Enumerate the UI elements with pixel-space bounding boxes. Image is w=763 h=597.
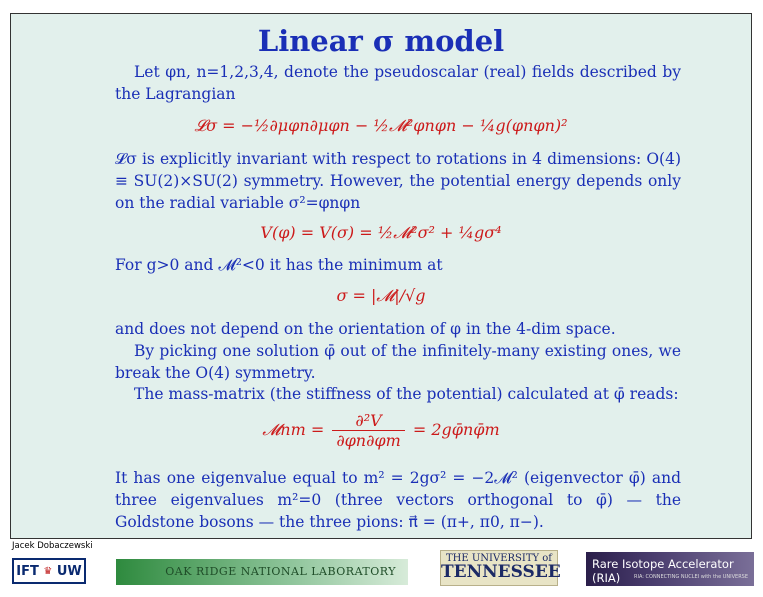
paragraph-orientation: and does not depend on the orientation of φ in the 4-dim space. xyxy=(115,320,616,338)
utk-logo xyxy=(440,550,561,586)
paragraph-intro: Let φn, n=1,2,3,4, denote the pseudoscalar (real) fields described by the Lagrangian xyxy=(115,63,681,103)
ria-logo-subtitle: RIA: CONNECTING NUCLEI with the UNIVERSE xyxy=(634,574,748,580)
author-name: Jacek Dobaczewski xyxy=(12,541,93,551)
utk-logo-line2: TENNESSEE xyxy=(441,562,561,582)
ift-uw-logo xyxy=(12,558,86,584)
ria-logo-title: Rare Isotope Accelerator (RIA) xyxy=(592,557,734,585)
paragraph-symmetry-breaking: By picking one solution φ̄ out of the infinitely-many existing ones, we break the O(4) symmetry. xyxy=(115,342,681,382)
eagle-icon: ♛ xyxy=(43,565,53,577)
mass-matrix-lhs: 𝓜nm = xyxy=(262,420,325,439)
equation-lagrangian: 𝓛σ = −½∂μφn∂μφn − ½𝓜²φnφn − ¼g(φnφn)² xyxy=(194,116,568,135)
footer xyxy=(0,540,763,597)
paragraph-minimum: For g>0 and 𝓜²<0 it has the minimum at xyxy=(115,256,443,274)
ornl-logo xyxy=(116,559,408,585)
paragraph-mass-matrix: The mass-matrix (the stiffness of the potential) calculated at φ̄ reads: xyxy=(134,385,679,403)
equation-minimum: σ = |𝓜|/√g xyxy=(336,286,426,305)
mass-matrix-fraction xyxy=(332,411,404,450)
ift-logo-text: IFT xyxy=(16,563,39,579)
fraction-numerator: ∂²V xyxy=(332,411,404,431)
equation-mass-matrix xyxy=(11,411,751,450)
paragraph-eigenvalues: It has one eigenvalue equal to m² = 2gσ² = −2𝓜² (eigenvector φ̄) and three eigenvalues m²=0 (three vectors orthogonal to φ̄) — the Goldstone bosons — the three pions: π⃗ = (π+, π0, π−). xyxy=(115,469,681,531)
paragraph-invariance: 𝓛σ is explicitly invariant with respect to rotations in 4 dimensions: O(4) ≡ SU(2)×SU(2) symmetry. However, the potential energy depends only on the radial variable σ²=φnφn xyxy=(115,150,681,212)
ornl-logo-text: OAK RIDGE NATIONAL LABORATORY xyxy=(165,565,396,578)
slide-title: Linear σ model xyxy=(257,24,505,58)
equation-potential: V(φ) = V(σ) = ½𝓜²σ² + ¼gσ⁴ xyxy=(260,223,502,242)
uw-logo-text: UW xyxy=(56,563,82,579)
ria-logo xyxy=(586,552,754,586)
mass-matrix-rhs: = 2gφ̄nφ̄m xyxy=(412,420,500,439)
fraction-denominator: ∂φn∂φm xyxy=(336,431,401,450)
slide xyxy=(10,13,752,539)
utk-logo-line1: THE UNIVERSITY of xyxy=(445,553,553,564)
